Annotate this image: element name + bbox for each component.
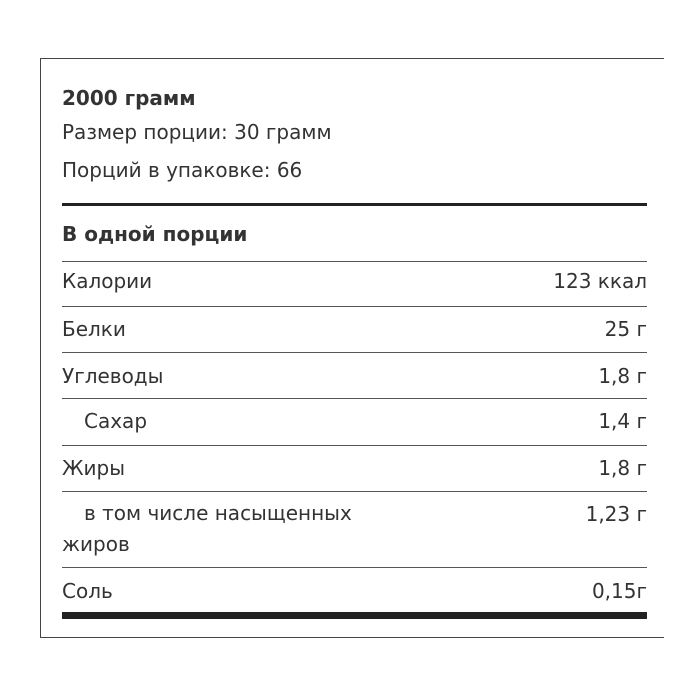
row-divider	[62, 491, 647, 492]
row-divider	[62, 306, 647, 307]
nutrient-value-fat: 1,8 г	[598, 456, 647, 480]
nutrient-label-protein: Белки	[62, 317, 126, 341]
servings-per-pack: Порций в упаковке: 66	[62, 158, 303, 182]
row-divider	[62, 352, 647, 353]
row-divider	[62, 445, 647, 446]
row-divider	[62, 398, 647, 399]
nutrient-value-salt: 0,15г	[591, 579, 647, 603]
row-divider	[62, 567, 647, 568]
per-serving-heading: В одной порции	[62, 222, 248, 246]
nutrient-label-salt: Соль	[62, 579, 113, 603]
nutrient-value-saturated-fat: 1,23 г	[585, 502, 647, 526]
nutrient-label-fat: Жиры	[62, 456, 126, 480]
bottom-divider-thick	[62, 612, 647, 619]
nutrient-label-carbs: Углеводы	[62, 364, 164, 388]
nutrient-label-calories: Калории	[62, 269, 153, 293]
row-divider	[62, 261, 647, 262]
nutrient-value-carbs: 1,8 г	[598, 364, 647, 388]
nutrition-facts-panel	[40, 58, 664, 638]
nutrient-value-protein: 25 г	[604, 317, 647, 341]
package-weight: 2000 грамм	[62, 86, 196, 110]
nutrient-label-saturated-fat: в том числе насыщенных жиров	[62, 501, 352, 556]
serving-size: Размер порции: 30 грамм	[62, 120, 332, 144]
section-divider-thick	[62, 203, 647, 206]
nutrient-value-sugar: 1,4 г	[598, 409, 647, 433]
nutrient-value-calories: 123 ккал	[553, 269, 647, 293]
nutrient-label-sugar: Сахар	[84, 409, 148, 433]
